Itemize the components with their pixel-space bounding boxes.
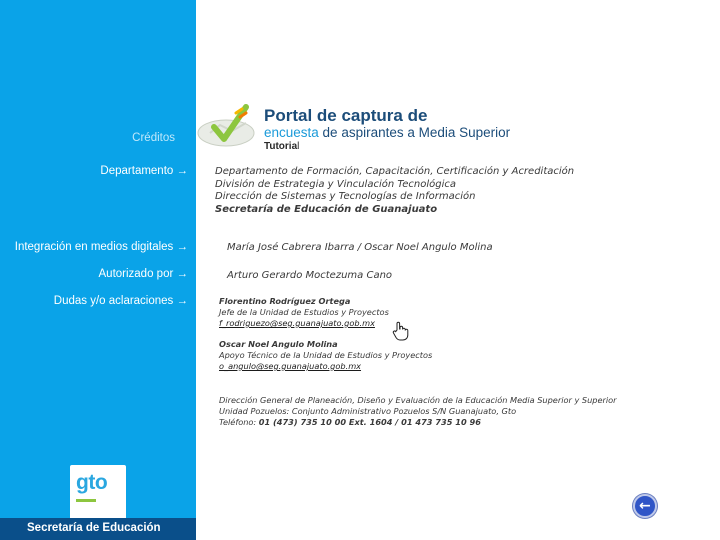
hand-pointer-icon: [392, 321, 410, 341]
phone-number: 01 (473) 735 10 00 Ext. 1604 / 01 473 735 10 96: [258, 417, 481, 427]
contact-email-link[interactable]: o_angulo@seg.guanajuato.gob.mx: [219, 361, 362, 371]
nav-creditos[interactable]: Créditos: [132, 132, 175, 144]
phone-label: Teléfono:: [219, 417, 259, 427]
nav-dudas[interactable]: Dudas y/o aclaraciones →: [53, 295, 188, 307]
checkmark-logo-icon: [196, 103, 260, 151]
dept-line: División de Estrategia y Vinculación Tecnológica: [215, 178, 457, 190]
contact-email-link[interactable]: f_rodriguezo@seg.guanajuato.gob.mx: [219, 318, 375, 328]
address-line: Unidad Pozuelos: Conjunto Administrativo Pozuelos S/N Guanajuato, Gto: [219, 406, 517, 416]
tutorial-label: [264, 141, 299, 152]
contact-name: Florentino Rodríguez Ortega: [219, 296, 351, 306]
tutorial-bold: Tutoria: [264, 141, 298, 152]
footer-label: Secretaría de Educación: [27, 522, 161, 534]
contact-role: Apoyo Técnico de la Unidad de Estudios y Proyectos: [219, 350, 433, 360]
integration-text: María José Cabrera Ibarra / Oscar Noel Angulo Molina: [227, 242, 493, 253]
gto-logo-bar: [76, 499, 96, 502]
nav-integracion[interactable]: Integración en medios digitales →: [14, 241, 188, 253]
nav-departamento[interactable]: Departamento →: [100, 165, 188, 177]
authorized-text: Arturo Gerardo Moctezuma Cano: [227, 270, 393, 281]
gto-logo-text: gto: [76, 471, 108, 494]
contact-block: [219, 339, 432, 372]
sidebar-footer: [0, 518, 196, 540]
tutorial-light: l: [297, 141, 300, 152]
page-title: Portal de captura de: [264, 106, 428, 125]
gto-logo: [70, 465, 126, 521]
nav-autorizado[interactable]: Autorizado por →: [98, 268, 188, 280]
back-button[interactable]: [633, 494, 657, 518]
contact-name: Oscar Noel Angulo Molina: [219, 339, 338, 349]
contact-role: Jefe de la Unidad de Estudios y Proyectos: [219, 307, 389, 317]
subtitle-rest: de aspirantes a Media Superior: [318, 125, 511, 140]
subtitle-highlight: encuesta: [264, 125, 319, 140]
address-line: Dirección General de Planeación, Diseño y Evaluación de la Educación Media Superior y Superior: [219, 395, 617, 405]
dept-line: Departamento de Formación, Capacitación, Certificación y Acreditación: [215, 166, 575, 177]
arrow-left-icon: ←: [639, 498, 651, 514]
dept-line: Dirección de Sistemas y Tecnologías de Información: [215, 191, 476, 203]
department-block: [215, 166, 574, 216]
phone-line: [219, 417, 617, 428]
contact-block: [219, 296, 389, 329]
address-block: [219, 395, 617, 428]
dept-line: Secretaría de Educación de Guanajuato: [215, 203, 438, 215]
page-subtitle: [264, 125, 510, 140]
